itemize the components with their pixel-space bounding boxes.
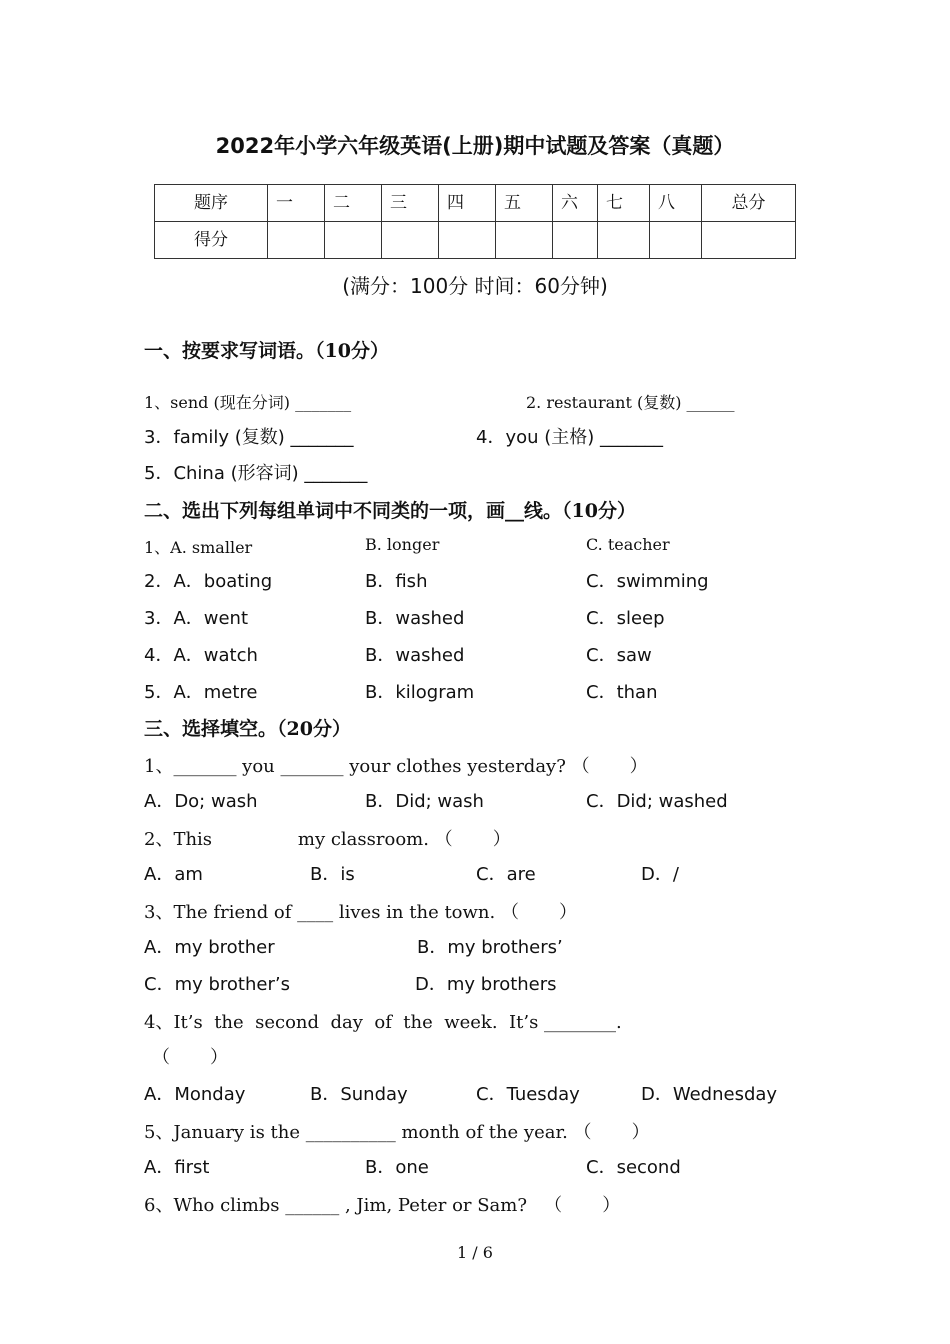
- s3-q3-option-d: D．my brothers: [415, 974, 557, 995]
- s1-question-1: 1、send (现在分词) _______: [144, 393, 352, 412]
- s1-question-2: 2. restaurant (复数) ______: [526, 393, 735, 412]
- s3-question-2: 2、This my classroom. （ ）: [144, 829, 511, 850]
- s3-question-1: 1、_______ you _______ your clothes yesterday? （ ）: [144, 756, 648, 777]
- s2-row-5-option-c: C．than: [586, 682, 658, 703]
- score-table-col-4: 四: [439, 185, 496, 222]
- score-table-col-7: 七: [598, 185, 650, 222]
- score-table: [154, 184, 796, 259]
- score-table-header-row: [155, 185, 796, 222]
- s3-q3-option-c: C．my brother’s: [144, 974, 290, 995]
- score-table-col-8: 八: [650, 185, 702, 222]
- score-input-cell[interactable]: [598, 222, 650, 259]
- s3-q4-option-a: A．Monday: [144, 1084, 246, 1105]
- score-input-cell[interactable]: [268, 222, 325, 259]
- page-number: 1 / 6: [457, 1243, 493, 1262]
- s3-question-4: 4、It’s the second day of the week. It’s ________.: [144, 1012, 622, 1033]
- s2-row-4-option-a: 4．A．watch: [144, 645, 258, 666]
- score-table-col-5: 五: [496, 185, 553, 222]
- s2-row-1-option-a: 1、A. smaller: [144, 538, 253, 557]
- score-table-total-cell: 总分: [702, 185, 796, 222]
- score-input-cell[interactable]: [382, 222, 439, 259]
- s1-question-5: 5．China (形容词) _______: [144, 463, 368, 484]
- s2-row-2-option-c: C．swimming: [586, 571, 709, 592]
- score-table-score-label: 得分: [155, 222, 268, 259]
- s3-q3-option-a: A．my brother: [144, 937, 275, 958]
- score-table-label-cell: 题序: [155, 185, 268, 222]
- score-input-cell[interactable]: [553, 222, 598, 259]
- score-table-col-3: 三: [382, 185, 439, 222]
- score-input-cell[interactable]: [439, 222, 496, 259]
- s3-q2-option-c: C．are: [476, 864, 536, 885]
- s2-row-2-option-a: 2．A．boating: [144, 571, 273, 592]
- s3-question-6: 6、Who climbs ______ , Jim, Peter or Sam? （ ）: [144, 1195, 621, 1216]
- s2-row-2-option-b: B．fish: [365, 571, 428, 592]
- s2-row-4-option-c: C．saw: [586, 645, 652, 666]
- s3-q3-option-b: B．my brothers’: [417, 937, 563, 958]
- s3-q1-option-c: C．Did; washed: [586, 791, 728, 812]
- page-title: 2022年小学六年级英语(上册)期中试题及答案（真题）: [215, 134, 735, 158]
- s2-row-5-option-b: B．kilogram: [365, 682, 475, 703]
- s2-row-4-option-b: B．washed: [365, 645, 465, 666]
- section-1-heading: 一、按要求写词语。（10分）: [144, 340, 389, 362]
- s3-q1-option-a: A．Do; wash: [144, 791, 258, 812]
- s3-q1-option-b: B．Did; wash: [365, 791, 484, 812]
- s3-q5-option-b: B．one: [365, 1157, 429, 1178]
- score-input-cell[interactable]: [496, 222, 553, 259]
- s2-row-1-option-b: B. longer: [365, 535, 440, 554]
- s1-question-3: 3．family (复数) _______: [144, 427, 354, 448]
- section-3-heading: 三、选择填空。（20分）: [144, 718, 351, 740]
- s3-q4-option-b: B．Sunday: [310, 1084, 408, 1105]
- score-input-cell[interactable]: [650, 222, 702, 259]
- s2-row-5-option-a: 5．A．metre: [144, 682, 258, 703]
- s3-q2-option-b: B．is: [310, 864, 355, 885]
- s2-row-3-option-b: B．washed: [365, 608, 465, 629]
- score-total-input-cell[interactable]: [702, 222, 796, 259]
- score-table-col-2: 二: [325, 185, 382, 222]
- s3-q4-option-c: C．Tuesday: [476, 1084, 580, 1105]
- s3-question-5: 5、January is the __________ month of the year. （ ）: [144, 1122, 650, 1143]
- s3-q5-option-a: A．first: [144, 1157, 210, 1178]
- s1-question-4: 4．you (主格) _______: [476, 427, 664, 448]
- s3-q5-option-c: C．second: [586, 1157, 681, 1178]
- s3-q4-answer-paren: （ ）: [152, 1047, 229, 1068]
- s3-q2-option-d: D．/: [641, 864, 679, 885]
- s2-row-3-option-c: C．sleep: [586, 608, 665, 629]
- s3-question-3: 3、The friend of ____ lives in the town. （ ）: [144, 902, 578, 923]
- section-2-heading: 二、选出下列每组单词中不同类的一项，画__线。（10分）: [144, 500, 636, 522]
- score-table-col-1: 一: [268, 185, 325, 222]
- s3-q2-option-a: A．am: [144, 864, 203, 885]
- s2-row-1-option-c: C. teacher: [586, 535, 670, 554]
- s2-row-3-option-a: 3．A．went: [144, 608, 249, 629]
- exam-meta: (满分：100分 时间：60分钟): [342, 274, 608, 298]
- s3-q4-option-d: D．Wednesday: [641, 1084, 778, 1105]
- score-table-col-6: 六: [553, 185, 598, 222]
- score-table-score-row: [155, 222, 796, 259]
- score-input-cell[interactable]: [325, 222, 382, 259]
